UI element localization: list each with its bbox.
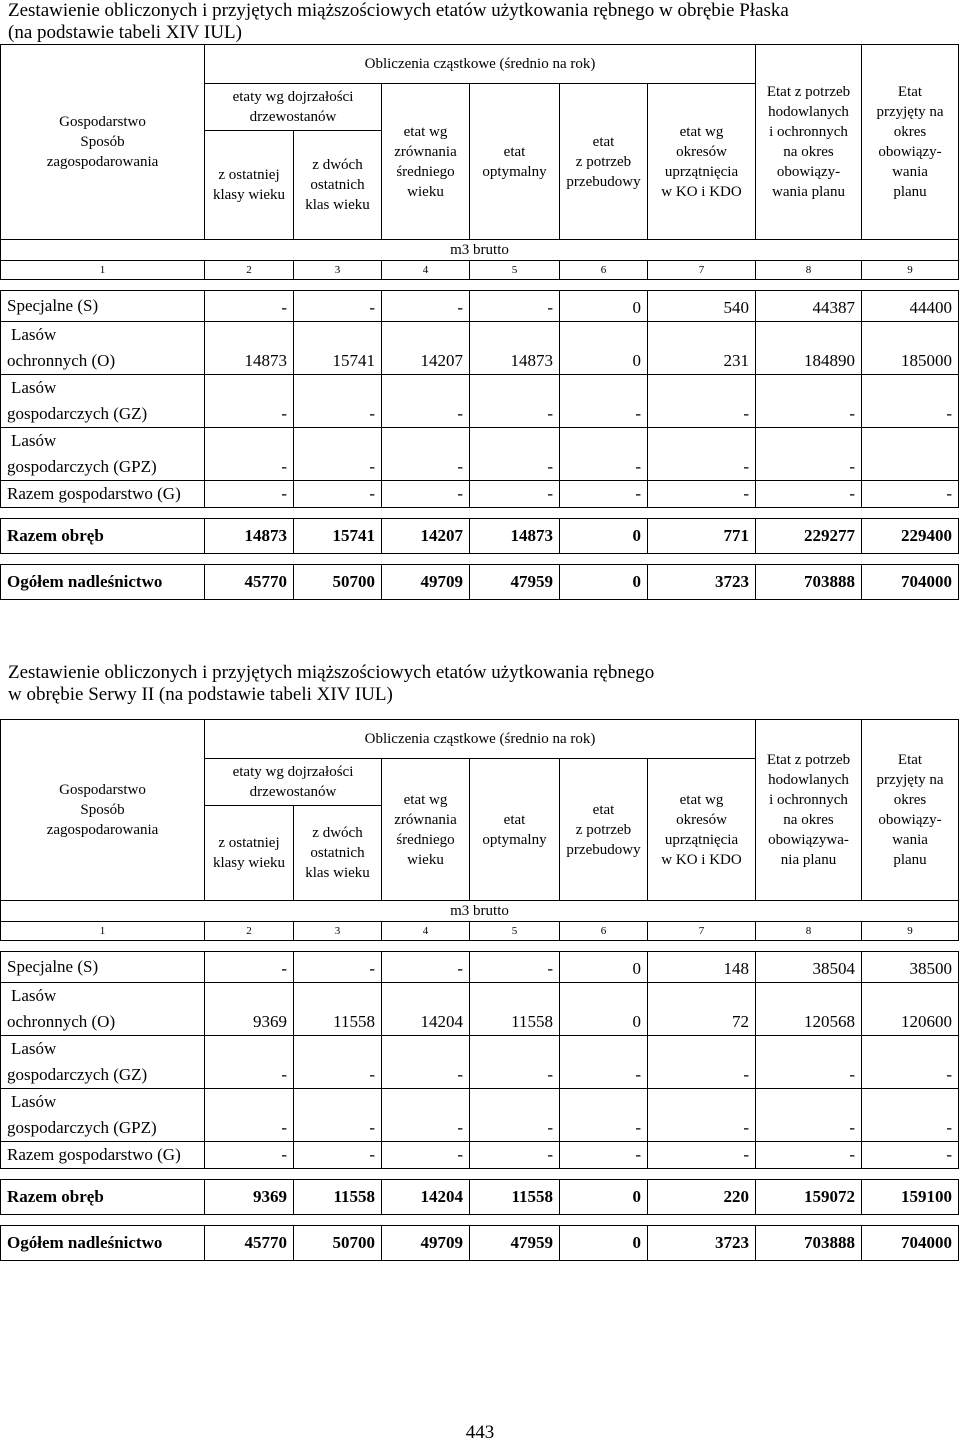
- total-cell: 14873: [205, 519, 294, 554]
- table-cell: -: [862, 481, 959, 508]
- table-cell: 0: [560, 322, 648, 375]
- header-dojrzalosc: etaty wg dojrzałości drzewostanów: [205, 759, 382, 806]
- table-cell: -: [470, 428, 560, 481]
- total-cell: 14204: [382, 1180, 470, 1215]
- table-cell: -: [560, 1036, 648, 1089]
- column-number: 2: [205, 922, 294, 941]
- table-cell: 540: [648, 291, 756, 322]
- unit-row: [1, 901, 959, 922]
- header-dwoch: z dwóch ostatnich klas wieku: [294, 806, 382, 901]
- table-cell: -: [382, 375, 470, 428]
- table-cell: 231: [648, 322, 756, 375]
- header-obliczenia: Obliczenia cząstkowe (średnio na rok): [205, 45, 756, 84]
- row-label-line: gospodarczych (GPZ): [7, 1118, 157, 1137]
- column-number: 1: [1, 922, 205, 941]
- column-number: 7: [648, 922, 756, 941]
- table-cell: -: [648, 375, 756, 428]
- total-cell: 14873: [470, 519, 560, 554]
- column-number: 8: [756, 261, 862, 280]
- table-cell: [862, 428, 959, 481]
- column-number: 7: [648, 261, 756, 280]
- table-cell: 38504: [756, 952, 862, 983]
- column-number: 4: [382, 261, 470, 280]
- row-label: [1, 322, 205, 375]
- unit-label: m3 brutto: [1, 901, 959, 922]
- total-cell: 771: [648, 519, 756, 554]
- header-ostatniej: z ostatniej klasy wieku: [205, 131, 294, 240]
- total-cell: 11558: [470, 1180, 560, 1215]
- row-label: [1, 481, 205, 508]
- row-label: [1, 1089, 205, 1142]
- title-line: Zestawienie obliczonych i przyjętych miąższościowych etatów użytkowania rębnego w obrębie Płaska: [8, 0, 789, 21]
- table-cell: -: [756, 481, 862, 508]
- total-cell: 50700: [294, 1226, 382, 1261]
- table-cell: -: [470, 952, 560, 983]
- row-label-line: Specjalne (S): [7, 296, 99, 315]
- table-cell: 15741: [294, 322, 382, 375]
- unit-row: [1, 240, 959, 261]
- table-row: [1, 291, 959, 322]
- header-zrownania: etat wg zrównania średniego wieku: [382, 84, 470, 240]
- row-label-line: Lasów: [11, 325, 57, 344]
- table-row: [1, 952, 959, 983]
- row-label: [1, 428, 205, 481]
- table-cell: -: [756, 375, 862, 428]
- row-label-line: Razem gospodarstwo (G): [7, 1145, 181, 1164]
- total-cell: 703888: [756, 565, 862, 600]
- table-row: [1, 1142, 959, 1169]
- row-label-line: ochronnych (O): [7, 1012, 116, 1031]
- spacer: [1, 941, 959, 952]
- table-cell: 0: [560, 983, 648, 1036]
- spacer-row: [1, 1169, 959, 1180]
- table-cell: -: [756, 1089, 862, 1142]
- table-cell: -: [560, 1142, 648, 1169]
- row-label: [1, 375, 205, 428]
- total-cell: 0: [560, 519, 648, 554]
- table-row: [1, 322, 959, 375]
- total-cell: 11558: [294, 1180, 382, 1215]
- table-cell: -: [294, 375, 382, 428]
- table-row: [1, 1089, 959, 1142]
- row-label-line: Lasów: [11, 1092, 57, 1111]
- table-cell: 184890: [756, 322, 862, 375]
- table-cell: -: [862, 1036, 959, 1089]
- row-label-line: Lasów: [11, 1039, 57, 1058]
- row-label-line: gospodarczych (GZ): [7, 1065, 148, 1084]
- spacer: [1, 1215, 959, 1226]
- row-label: [1, 952, 205, 983]
- row-label: [1, 983, 205, 1036]
- table-cell: -: [862, 1142, 959, 1169]
- total-cell: 49709: [382, 1226, 470, 1261]
- total-cell: 159100: [862, 1180, 959, 1215]
- table-cell: 148: [648, 952, 756, 983]
- table-title: [8, 0, 789, 44]
- table-cell: 9369: [205, 983, 294, 1036]
- column-number: 3: [294, 261, 382, 280]
- table-cell: 14204: [382, 983, 470, 1036]
- table-cell: -: [560, 1089, 648, 1142]
- column-number: 5: [470, 922, 560, 941]
- table-cell: -: [560, 428, 648, 481]
- table-row: [1, 481, 959, 508]
- table-cell: -: [648, 1142, 756, 1169]
- table-cell: -: [648, 481, 756, 508]
- column-number: 3: [294, 922, 382, 941]
- header-gospodarstwo: Gospodarstwo Sposób zagospodarowania: [1, 720, 205, 901]
- table-cell: -: [294, 481, 382, 508]
- header-hodowlanych: Etat z potrzeb hodowlanych i ochronnych na okres obowiązywa- nia planu: [756, 720, 862, 901]
- total-cell: 229277: [756, 519, 862, 554]
- column-number-row: [1, 261, 959, 280]
- header-przyjety: Etat przyjęty na okres obowiązy- wania planu: [862, 720, 959, 901]
- table-cell: -: [470, 375, 560, 428]
- header-zrownania: etat wg zrównania średniego wieku: [382, 759, 470, 901]
- spacer: [1, 554, 959, 565]
- column-number: 6: [560, 922, 648, 941]
- spacer: [1, 508, 959, 519]
- row-label-line: Lasów: [11, 378, 57, 397]
- total-label: Razem obręb: [1, 1180, 205, 1215]
- column-number: 9: [862, 261, 959, 280]
- header-okresow: etat wg okresów uprzątnięcia w KO i KDO: [648, 759, 756, 901]
- header-obliczenia: Obliczenia cząstkowe (średnio na rok): [205, 720, 756, 759]
- table-cell: 14873: [470, 322, 560, 375]
- column-number: 2: [205, 261, 294, 280]
- table-cell: -: [756, 428, 862, 481]
- table-cell: 72: [648, 983, 756, 1036]
- column-number: 6: [560, 261, 648, 280]
- total-cell: 229400: [862, 519, 959, 554]
- total-cell: 9369: [205, 1180, 294, 1215]
- table-cell: -: [470, 1036, 560, 1089]
- column-number: 4: [382, 922, 470, 941]
- table-row: [1, 1036, 959, 1089]
- table-cell: 120568: [756, 983, 862, 1036]
- header-ostatniej: z ostatniej klasy wieku: [205, 806, 294, 901]
- spacer-row: [1, 554, 959, 565]
- total-label: Ogółem nadleśnictwo: [1, 565, 205, 600]
- total-cell: 704000: [862, 565, 959, 600]
- spacer-row: [1, 280, 959, 291]
- header-przyjety: Etat przyjęty na okres obowiązy- wania planu: [862, 45, 959, 240]
- page-number: 443: [465, 1422, 495, 1443]
- table-cell: 185000: [862, 322, 959, 375]
- total-cell: 703888: [756, 1226, 862, 1261]
- table-cell: -: [205, 1036, 294, 1089]
- etat-table: [0, 719, 959, 1261]
- table-row: [1, 428, 959, 481]
- title-line: Zestawienie obliczonych i przyjętych miąższościowych etatów użytkowania rębnego: [8, 662, 655, 683]
- header-optymalny: etat optymalny: [470, 84, 560, 240]
- row-label: [1, 291, 205, 322]
- table-cell: -: [205, 375, 294, 428]
- table-cell: -: [470, 1089, 560, 1142]
- table-cell: -: [294, 1036, 382, 1089]
- table-cell: -: [470, 291, 560, 322]
- table-cell: -: [205, 1089, 294, 1142]
- row-label-line: gospodarczych (GZ): [7, 404, 148, 423]
- spacer: [1, 280, 959, 291]
- header-row: [1, 45, 959, 84]
- table-cell: -: [862, 1089, 959, 1142]
- table-cell: 11558: [294, 983, 382, 1036]
- table-cell: -: [205, 1142, 294, 1169]
- table-cell: -: [862, 375, 959, 428]
- table-cell: -: [205, 481, 294, 508]
- table-cell: -: [205, 428, 294, 481]
- table-cell: 44387: [756, 291, 862, 322]
- table-cell: -: [470, 1142, 560, 1169]
- header-dwoch: z dwóch ostatnich klas wieku: [294, 131, 382, 240]
- header-hodowlanych: Etat z potrzeb hodowlanych i ochronnych na okres obowiązy- wania planu: [756, 45, 862, 240]
- table-cell: 11558: [470, 983, 560, 1036]
- total-cell: 45770: [205, 1226, 294, 1261]
- table-cell: -: [205, 952, 294, 983]
- header-optymalny: etat optymalny: [470, 759, 560, 901]
- table-cell: -: [560, 375, 648, 428]
- column-number: 1: [1, 261, 205, 280]
- total-row: [1, 1180, 959, 1215]
- table-cell: -: [382, 481, 470, 508]
- total-cell: 704000: [862, 1226, 959, 1261]
- total-cell: 45770: [205, 565, 294, 600]
- total-label: Razem obręb: [1, 519, 205, 554]
- table-cell: -: [205, 291, 294, 322]
- table-cell: -: [756, 1142, 862, 1169]
- row-label-line: Lasów: [11, 431, 57, 450]
- table-cell: -: [382, 428, 470, 481]
- table-cell: -: [294, 428, 382, 481]
- column-number: 9: [862, 922, 959, 941]
- title-line: (na podstawie tabeli XIV IUL): [8, 22, 242, 43]
- table-cell: 120600: [862, 983, 959, 1036]
- table-cell: -: [382, 952, 470, 983]
- row-label-line: ochronnych (O): [7, 351, 116, 370]
- table-cell: 0: [560, 291, 648, 322]
- table-cell: 38500: [862, 952, 959, 983]
- table-cell: -: [294, 291, 382, 322]
- row-label: [1, 1036, 205, 1089]
- table-cell: -: [560, 481, 648, 508]
- total-row: [1, 519, 959, 554]
- table-title: [8, 662, 654, 706]
- total-cell: 50700: [294, 565, 382, 600]
- table-cell: -: [294, 952, 382, 983]
- column-number-row: [1, 922, 959, 941]
- total-cell: 14207: [382, 519, 470, 554]
- spacer-row: [1, 941, 959, 952]
- total-cell: 3723: [648, 565, 756, 600]
- table-row: [1, 375, 959, 428]
- total-label: Ogółem nadleśnictwo: [1, 1226, 205, 1261]
- header-gospodarstwo: Gospodarstwo Sposób zagospodarowania: [1, 45, 205, 240]
- table-cell: -: [294, 1142, 382, 1169]
- row-label-line: Specjalne (S): [7, 957, 99, 976]
- etat-table: [0, 44, 959, 600]
- table-row: [1, 983, 959, 1036]
- header-przebudowy: etat z potrzeb przebudowy: [560, 759, 648, 901]
- table-cell: -: [756, 1036, 862, 1089]
- table-cell: -: [648, 428, 756, 481]
- table-cell: -: [382, 1142, 470, 1169]
- row-label-line: Lasów: [11, 986, 57, 1005]
- total-cell: 47959: [470, 1226, 560, 1261]
- total-cell: 159072: [756, 1180, 862, 1215]
- table-cell: 0: [560, 952, 648, 983]
- table-cell: 14207: [382, 322, 470, 375]
- table-cell: -: [470, 481, 560, 508]
- column-number: 5: [470, 261, 560, 280]
- table-cell: 44400: [862, 291, 959, 322]
- total-cell: 47959: [470, 565, 560, 600]
- table-cell: -: [648, 1036, 756, 1089]
- row-label-line: Razem gospodarstwo (G): [7, 484, 181, 503]
- column-number: 8: [756, 922, 862, 941]
- spacer: [1, 1169, 959, 1180]
- total-cell: 15741: [294, 519, 382, 554]
- header-dojrzalosc: etaty wg dojrzałości drzewostanów: [205, 84, 382, 131]
- header-przebudowy: etat z potrzeb przebudowy: [560, 84, 648, 240]
- total-cell: 49709: [382, 565, 470, 600]
- header-okresow: etat wg okresów uprzątnięcia w KO i KDO: [648, 84, 756, 240]
- table-cell: 14873: [205, 322, 294, 375]
- header-row: [1, 720, 959, 759]
- table-cell: -: [382, 291, 470, 322]
- row-label-line: gospodarczych (GPZ): [7, 457, 157, 476]
- total-cell: 0: [560, 565, 648, 600]
- total-row: [1, 565, 959, 600]
- table-cell: -: [382, 1089, 470, 1142]
- table-cell: -: [648, 1089, 756, 1142]
- total-cell: 0: [560, 1180, 648, 1215]
- unit-label: m3 brutto: [1, 240, 959, 261]
- total-cell: 3723: [648, 1226, 756, 1261]
- total-cell: 0: [560, 1226, 648, 1261]
- table-cell: -: [382, 1036, 470, 1089]
- spacer-row: [1, 508, 959, 519]
- total-cell: 220: [648, 1180, 756, 1215]
- row-label: [1, 1142, 205, 1169]
- title-line: w obrębie Serwy II (na podstawie tabeli XIV IUL): [8, 684, 393, 705]
- table-cell: -: [294, 1089, 382, 1142]
- spacer-row: [1, 1215, 959, 1226]
- total-row: [1, 1226, 959, 1261]
